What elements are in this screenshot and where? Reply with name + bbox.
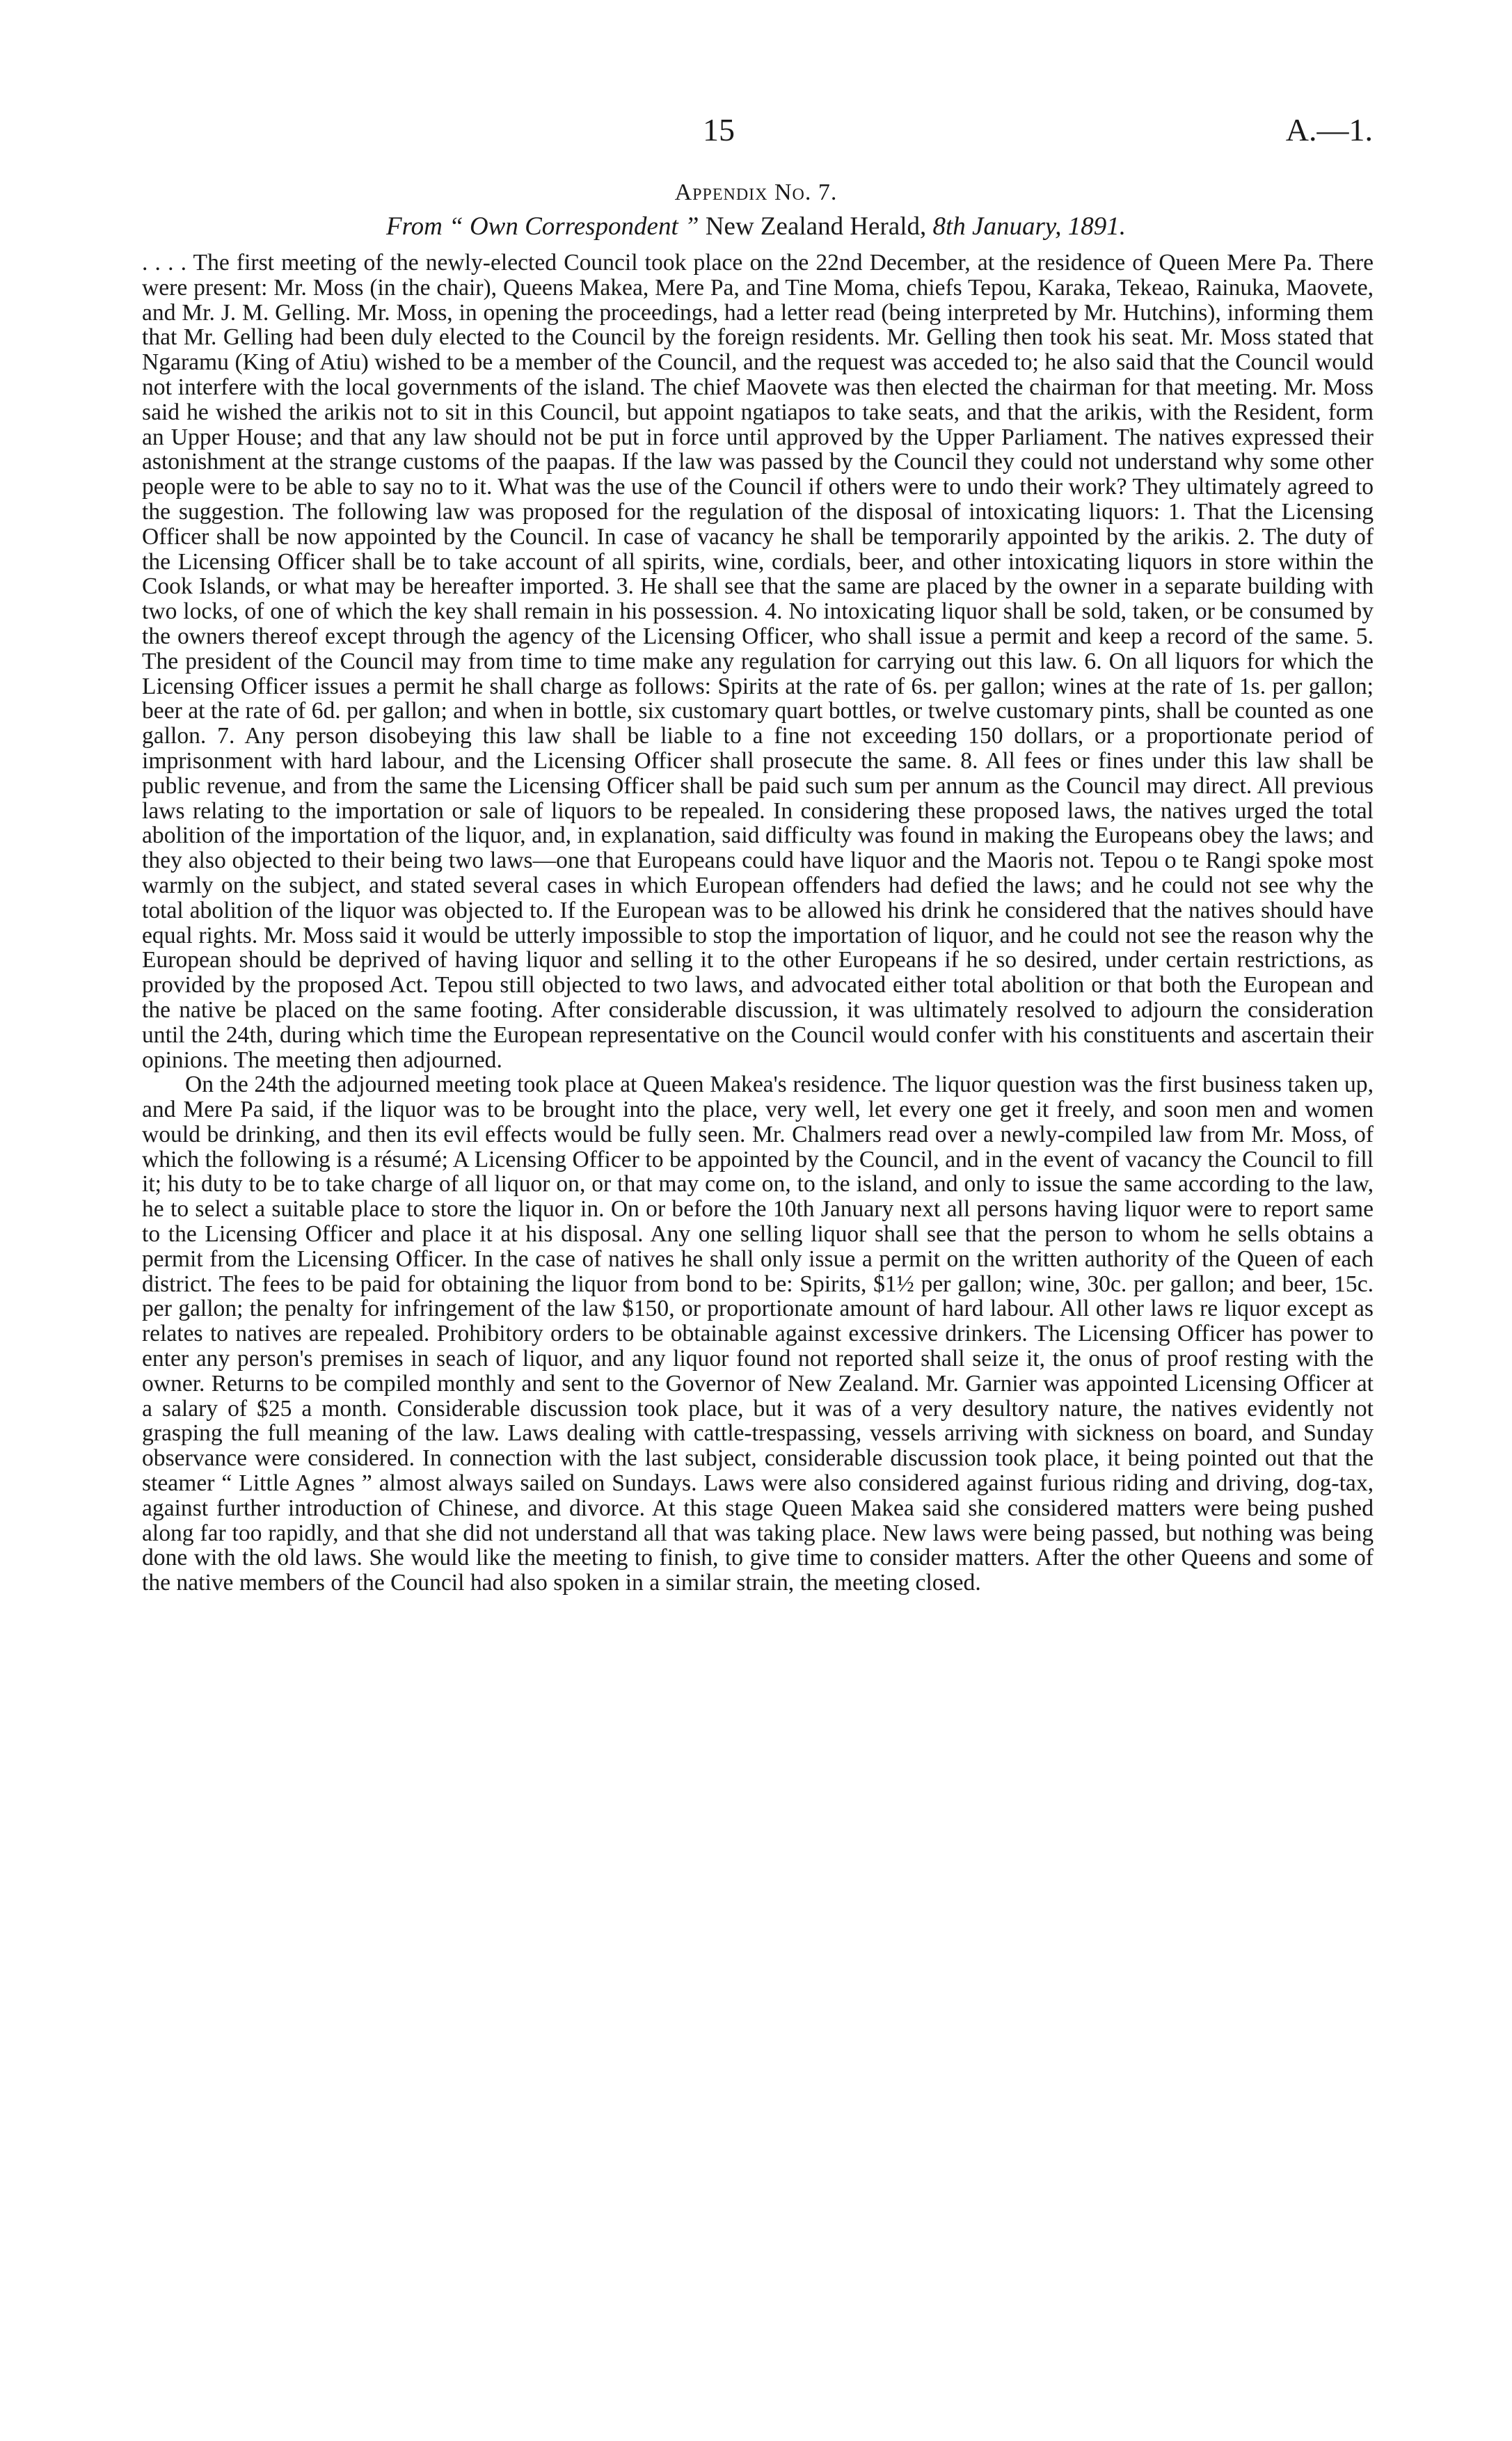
- source-date: 8th January, 1891.: [932, 212, 1126, 241]
- document-reference: A.—1.: [1285, 112, 1373, 148]
- paragraph-first-meeting: . . . . The first meeting of the newly-elected Council took place on the 22nd December, at the residence of Queen Mere Pa. There were present: Mr. Moss (in the chair), Queens Makea, Mere Pa, and Tine Moma, chiefs Tepou, Karaka, Tekeao, Rainuka, Maovete, and Mr. J. M. Gelling. Mr. Moss, in opening the proceedings, had a letter read (being interpreted by Mr. Hutchins), informing them that Mr. Gelling had been duly elected to the Council by the foreign residents. Mr. Gelling then took his seat. Mr. Moss stated that Ngaramu (King of Atiu) wished to be a member of the Council, and the request was acceded to; he also said that the Council would not interfere with the local governments of the island. The chief Maovete was then elected the chairman for that meeting. Mr. Moss said he wished the arikis not to sit in this Council, but appoint ngatiapos to take seats, and that the arikis, with the Resident, form an Upper House; and that any law should not be put in force until approved by the Upper Parliament. The natives expressed their astonishment at the strange customs of the paapas. If the law was passed by the Council they could not understand why some other people were to be able to say no to it. What was the use of the Council if others were to undo their work? They ultimately agreed to the suggestion. The following law was proposed for the regulation of the disposal of intoxicating liquors: 1. That the Licensing Officer shall be now appointed by the Council. In case of vacancy he shall be temporarily appointed by the arikis. 2. The duty of the Licensing Officer shall be to take account of all spirits, wine, cordials, beer, and other intoxicating liquors in store within the Cook Islands, or what may be hereafter imported. 3. He shall see that the same are placed by the owner in a separate building with two locks, of one of which the key shall remain in his possession. 4. No intoxicating liquor shall be sold, taken, or be consumed by the owners thereof except through the agency of the Licensing Officer, who shall issue a permit and keep a record of the same. 5. The president of the Council may from time to time make any regulation for carrying out this law. 6. On all liquors for which the Licensing Officer issues a permit he shall charge as follows: Spirits at the rate of 6s. per gallon; wines at the rate of 1s. per gallon; beer at the rate of 6d. per gallon; and when in bottle, six customary quart bottles, or twelve customary pints, shall be counted as one gallon. 7. Any person disobeying this law shall be liable to a fine not exceeding 150 dollars, or a proportionate period of imprisonment with hard labour, and the Licensing Officer shall prosecute the same. 8. All fees or fines under this law shall be public revenue, and from the same the Licensing Officer shall be paid such sum per annum as the Council may direct. All previous laws relating to the importation or sale of liquors to be repealed. In considering these proposed laws, the natives urged the total abolition of the importation of the liquor, and, in explanation, said difficulty was found in making the Europeans obey the laws; and they also objected to their being two laws—one that Europeans could have liquor and the Maoris not. Tepou o te Rangi spoke most warmly on the subject, and stated several cases in which European offenders had defied the laws; and he could not see why the total abolition of the liquor was objected to. If the European was to be allowed his drink he considered that the natives should have equal rights. Mr. Moss said it would be utterly impossible to stop the importation of liquor, and he could not see the reason why the European should be deprived of having liquor and selling it to the other Europeans if he so desired, under certain restrictions, as provided by the proposed Act. Tepou still objected to two laws, and advocated either total abolition or that both the European and the native be placed on the same footing. After considerable discussion, it was ultimately resolved to adjourn the consideration until the 24th, during which time the European representative on the Council would confer with his constituents and ascertain their opinions. The meeting then adjourned.: [142, 250, 1374, 1073]
- source-paper: New Zealand Herald,: [705, 212, 927, 241]
- article-body: [142, 251, 1374, 1596]
- source-from: From: [386, 212, 443, 241]
- paragraph-adjourned-meeting: On the 24th the adjourned meeting took place at Queen Makea's residence. The liquor question was the first business taken up, and Mere Pa said, if the liquor was to be brought into the place, very well, let every one get it freely, and soon men and women would be drinking, and then its evil effects would be fully seen. Mr. Chalmers read over a newly-compiled law from Mr. Moss, of which the following is a résumé; A Licensing Officer to be appointed by the Council, and in the event of vacancy the Council to fill it; his duty to be to take charge of all liquor on, or that may come on, to the island, and only to issue the same according to the law, he to select a suitable place to store the liquor in. On or before the 10th January next all persons having liquor were to report same to the Licensing Officer and place it at his disposal. Any one selling liquor shall see that the person to whom he sells obtains a permit from the Licensing Officer. In the case of natives he shall only issue a permit on the written authority of the Queen of each district. The fees to be paid for obtaining the liquor from bond to be: Spirits, $1½ per gallon; wine, 30c. per gallon; and beer, 15c. per gallon; the penalty for infringement of the law $150, or proportionate amount of hard labour. All other laws re liquor except as relates to natives are repealed. Prohibitory orders to be obtainable against excessive drinkers. The Licensing Officer has power to enter any person's premises in seach of liquor, and any liquor found not reported shall seize it, the onus of proof resting with the owner. Returns to be compiled monthly and sent to the Governor of New Zealand. Mr. Garnier was appointed Licensing Officer at a salary of $25 a month. Considerable discussion took place, but it was of a very desultory nature, the natives evidently not grasping the full meaning of the law. Laws dealing with cattle-trespassing, vessels arriving with sickness on board, and Sunday observance were considered. In connection with the last subject, considerable discussion took place, it being pointed out that the steamer “ Little Agnes ” almost always sailed on Sundays. Laws were also considered against furious riding and driving, dog-tax, against further introduction of Chinese, and divorce. At this stage Queen Makea said she considered matters were being pushed along far too rapidly, and that she did not understand all that was taking place. New laws were being passed, but nothing was being done with the old laws. She would like the meeting to finish, to give time to consider matters. After the other Queens and some of the native members of the Council had also spoken in a similar strain, the meeting closed.: [142, 1072, 1374, 1596]
- page-number: 15: [703, 112, 735, 148]
- source-line: [0, 212, 1512, 241]
- source-correspondent: “ Own Correspondent ”: [449, 212, 699, 241]
- appendix-heading: Appendix No. 7.: [674, 180, 838, 205]
